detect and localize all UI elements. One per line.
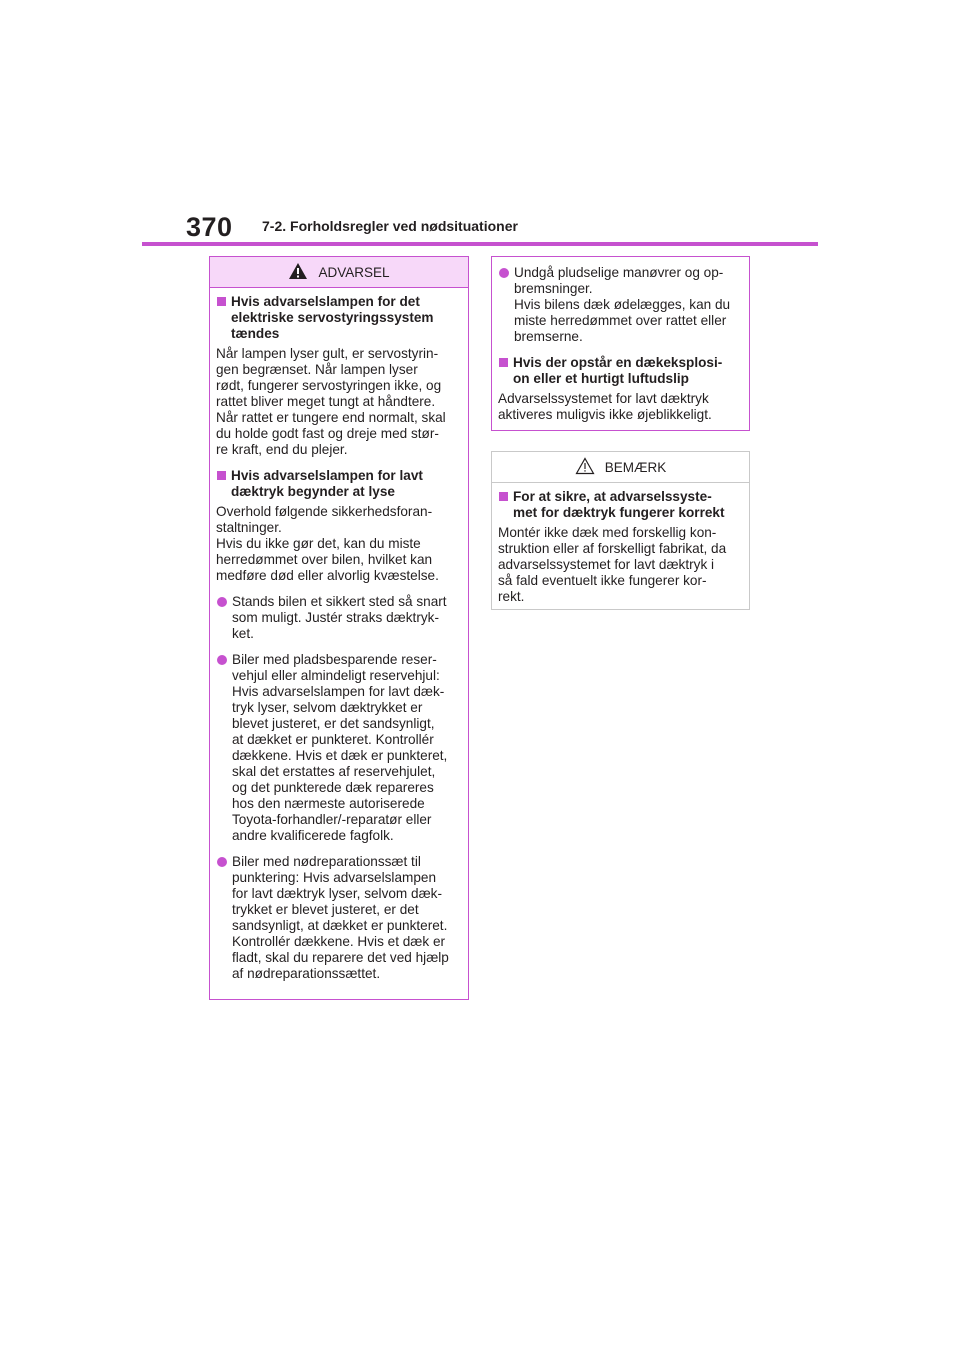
notice-box-header: [492, 452, 749, 483]
square-bullet-icon: [499, 358, 508, 367]
page-number: 370: [186, 212, 233, 242]
square-bullet-icon: [217, 471, 226, 480]
notice-box-title: BEMÆRK: [604, 459, 667, 475]
round-bullet-icon: [499, 268, 509, 278]
list-item: Biler med pladsbesparende reser- vehjul eller almindeligt reservehjul: Hvis advarselslampen for lavt dæk- tryk lyser, selvom dæktrykket er blevet justeret, er det sandsynligt, at dækket er punkteret. Kontrollér dækkene. Hvis et dæk er punkteret, skal det erstattes af reservehjulet, og det punkterede dæk repareres hos den nærmeste autoriserede Toyota-forhandler/-reparatør eller andre kvalificerede fagfolk.: [216, 652, 458, 844]
warning-heading-power-steering: Hvis advarselslampen for det elektriske servostyringssystem tændes: [216, 294, 458, 342]
section-title: 7-2. Forholdsregler ved nødsituationer: [262, 218, 518, 234]
round-bullet-icon: [217, 655, 227, 665]
list-item: Stands bilen et sikkert sted så snart som muligt. Justér straks dæktryk- ket.: [216, 594, 458, 642]
notice-text-tire-system: Montér ikke dæk med forskellig kon- struktion eller af forskelligt fabrikat, da advarselssystemet for lavt dæktryk i så fald eventuelt ikke fungerer kor- rekt.: [498, 525, 727, 604]
warning-heading-tire-pressure: Hvis advarselslampen for lavt dæktryk begynder at lyse: [216, 468, 458, 500]
warning-text-power-steering: Når lampen lyser gult, er servostyrin- gen begrænset. Når lampen lyser rødt, fungerer servostyringen ikke, og rattet bliver meget tungt at håndtere. Når rattet er tungere end normalt, skal du holde godt fast og dreje med stør- re kraft, end du plejer.: [216, 346, 446, 457]
round-bullet-icon: [217, 597, 227, 607]
warning-box-header: [210, 257, 468, 288]
notice-heading-tire-system: For at sikre, at advarselssyste- met for dæktryk fungerer korrekt: [498, 489, 739, 521]
caution-triangle-icon: [575, 457, 595, 478]
square-bullet-icon: [499, 492, 508, 501]
square-bullet-icon: [217, 297, 226, 306]
header-rule: [142, 242, 818, 246]
round-bullet-icon: [217, 857, 227, 867]
list-item: Undgå pludselige manøvrer og op- bremsninger. Hvis bilens dæk ødelægges, kan du miste herredømmet over rattet eller bremserne.: [498, 265, 739, 345]
warning-box: [209, 256, 469, 1000]
warning-text-tire-pressure: Overhold følgende sikkerhedsforan- staltninger. Hvis du ikke gør det, kan du miste herredømmet over bilen, hvilket kan medføre død eller alvorlig kvæstelse.: [216, 504, 439, 583]
warning-box-continued: [491, 256, 750, 431]
warning-box-title: ADVARSEL: [318, 264, 390, 280]
warning-triangle-icon: [288, 262, 308, 283]
warning-text-tire-blowout: Advarselssystemet for lavt dæktryk aktiveres muligvis ikke øjeblikkeligt.: [498, 391, 712, 422]
list-item: Biler med nødreparationssæt til punktering: Hvis advarselslampen for lavt dæktryk lyser, selvom dæk- trykket er blevet justeret, er det sandsynligt, at dækket er punkteret. Kontrollér dækkene. Hvis et dæk er fladt, skal du reparere det ved hjælp af nødreparationssættet.: [216, 854, 458, 982]
warning-heading-tire-blowout: Hvis der opstår en dækeksplosi- on eller et hurtigt luftudslip: [498, 355, 739, 387]
notice-box: [491, 451, 750, 610]
